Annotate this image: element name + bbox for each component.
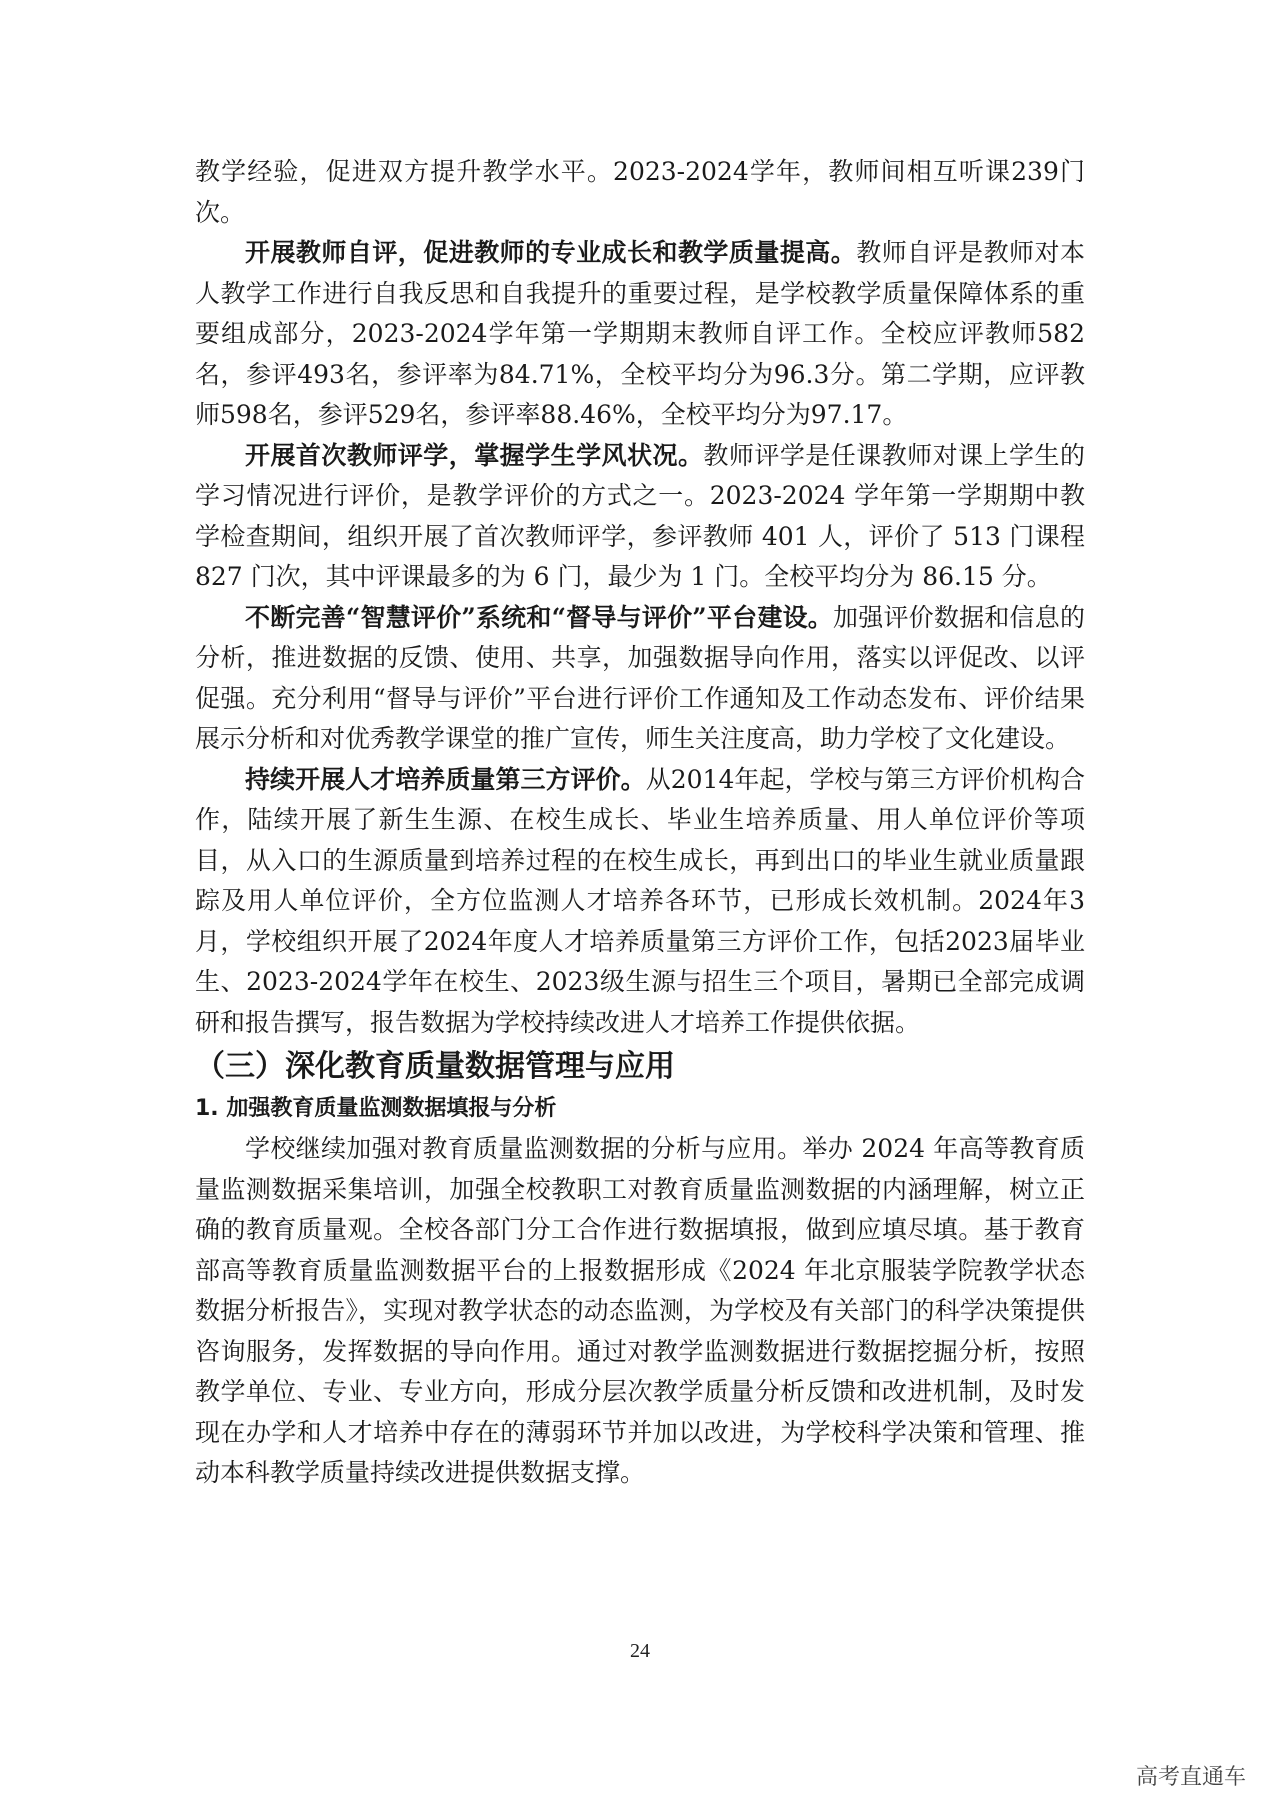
document-body <box>195 152 1085 1494</box>
paragraph-text: 教师自评是教师对本人教学工作进行自我反思和自我提升的重要过程，是学校教学质量保障体系的重要组成部分，2023-2024学年第一学期期末教师自评工作。全校应评教师582名，参评493名，参评率为84.71%，全校平均分为96.3分。第二学期，应评教师598名，参评529名，参评率88.46%，全校平均分为97.17。 <box>195 238 1085 429</box>
paragraph-text: 教学经验，促进双方提升教学水平。2023-2024学年，教师间相互听课239门次。 <box>195 157 1085 227</box>
paragraph-lead: 开展教师自评，促进教师的专业成长和教学质量提高。 <box>245 238 857 267</box>
paragraph-text: 从2014年起，学校与第三方评价机构合作，陆续开展了新生生源、在校生成长、毕业生培养质量、用人单位评价等项目，从入口的生源质量到培养过程的在校生成长，再到出口的毕业生就业质量跟踪及用人单位评价，全方位监测人才培养各环节，已形成长效机制。2024年3月，学校组织开展了2024年度人才培养质量第三方评价工作，包括2023届毕业生、2023-2024学年在校生、2023级生源与招生三个项目，暑期已全部完成调研和报告撰写，报告数据为学校持续改进人才培养工作提供依据。 <box>195 764 1085 1037</box>
paragraph-text: 教师评学是任课教师对课上学生的学习情况进行评价，是教学评价的方式之一。2023-2024 学年第一学期期中教学检查期间，组织开展了首次教师评学，参评教师 401 人，评价了 513 门课程 827 门次，其中评课最多的为 6 门，最少为 1 门。全校平均分为 86.15 分。 <box>195 440 1085 591</box>
paragraph-lead: 开展首次教师评学，掌握学生学风状况。 <box>245 440 704 470</box>
section-heading: （三）深化教育质量数据管理与应用 <box>195 1049 675 1084</box>
paragraph-third-party-evaluation <box>195 760 1085 1044</box>
paragraph-smart-evaluation-platform <box>195 598 1085 760</box>
paragraph-text: 学校继续加强对教育质量监测数据的分析与应用。举办 2024 年高等教育质量监测数据采集培训，加强全校教职工对教育质量监测数据的内涵理解，树立正确的教育质量观。全校各部门分工合作进行数据填报，做到应填尽填。基于教育部高等教育质量监测数据平台的上报数据形成《2024 年北京服装学院教学状态数据分析报告》，实现对教学状态的动态监测，为学校及有关部门的科学决策提供咨询服务，发挥数据的导向作用。通过对教学监测数据进行数据挖掘分析，按照教学单位、专业、专业方向，形成分层次教学质量分析反馈和改进机制，及时发现在办学和人才培养中存在的薄弱环节并加以改进，为学校科学决策和管理、推动本科教学质量持续改进提供数据支撑。 <box>195 1134 1085 1487</box>
paragraph-continued <box>195 152 1085 233</box>
paragraph-teacher-evaluates-students <box>195 436 1085 598</box>
paragraph-teacher-self-evaluation <box>195 233 1085 436</box>
paragraph-lead: 持续开展人才培养质量第三方评价。 <box>245 764 646 794</box>
paragraph-lead: 不断完善“智慧评价”系统和“督导与评价”平台建设。 <box>245 602 834 632</box>
watermark-text: 高考直通车 <box>1135 1765 1246 1790</box>
paragraph-text: 加强评价数据和信息的分析，推进数据的反馈、使用、共享，加强数据导向作用，落实以评促改、以评促强。充分利用“督导与评价”平台进行评价工作通知及工作动态发布、评价结果展示分析和对优秀教学课堂的推广宣传，师生关注度高，助力学校了文化建设。 <box>195 602 1085 753</box>
paragraph-quality-monitoring-data <box>195 1129 1085 1494</box>
page-number: 24 <box>630 1640 650 1662</box>
subsection-heading: 1. 加强教育质量监测数据填报与分析 <box>195 1096 557 1121</box>
